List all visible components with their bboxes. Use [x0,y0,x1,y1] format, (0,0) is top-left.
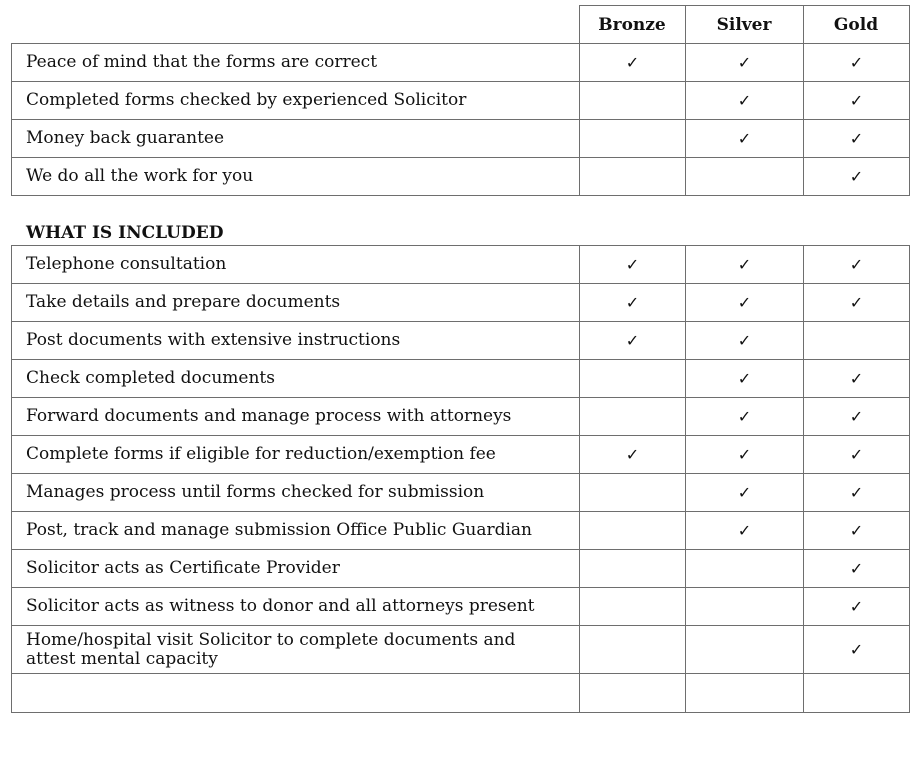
check-mark-icon: ✓ [849,293,864,312]
check-cell-bronze [580,550,686,588]
check-mark-icon: ✓ [737,255,752,274]
check-cell-silver [686,398,804,436]
check-cell-bronze [580,284,686,322]
check-mark-icon: ✓ [849,559,864,578]
check-mark-icon: ✓ [625,255,640,274]
check-mark-icon: ✓ [849,445,864,464]
column-header-gold: Gold [803,6,909,44]
check-mark-icon: ✓ [737,129,752,148]
check-cell-bronze [580,626,686,674]
check-cell-silver [686,44,804,82]
header-spacer [11,6,579,44]
check-mark-icon: ✓ [625,445,640,464]
check-cell-gold [804,474,910,512]
check-cell-gold [804,82,910,120]
check-cell-gold [804,360,910,398]
feature-label [12,674,580,713]
check-cell-silver [686,82,804,120]
table-row [12,120,910,158]
check-cell-gold [804,322,910,360]
check-cell-gold [804,398,910,436]
feature-label: Completed forms checked by experienced Solicitor [12,82,580,120]
table-row [12,588,910,626]
check-cell-gold [804,246,910,284]
check-cell-gold [804,512,910,550]
feature-label: Complete forms if eligible for reduction/exemption fee [12,436,580,474]
check-mark-icon: ✓ [737,91,752,110]
check-mark-icon: ✓ [849,483,864,502]
check-mark-icon: ✓ [737,445,752,464]
table-row [12,82,910,120]
check-cell-bronze [580,44,686,82]
check-mark-icon: ✓ [849,369,864,388]
check-cell-silver [686,284,804,322]
check-cell-bronze [580,158,686,196]
check-mark-icon: ✓ [737,293,752,312]
feature-label: Money back guarantee [12,120,580,158]
check-mark-icon: ✓ [849,640,864,659]
check-cell-silver [686,674,804,713]
feature-label: Forward documents and manage process with attorneys [12,398,580,436]
check-cell-silver [686,360,804,398]
check-cell-gold [804,550,910,588]
feature-label: Peace of mind that the forms are correct [12,44,580,82]
check-mark-icon: ✓ [849,255,864,274]
feature-label: Manages process until forms checked for submission [12,474,580,512]
check-mark-icon: ✓ [737,407,752,426]
feature-label: Solicitor acts as Certificate Provider [12,550,580,588]
check-cell-gold [804,284,910,322]
table-row [12,322,910,360]
column-header-silver: Silver [685,6,803,44]
check-mark-icon: ✓ [849,521,864,540]
check-mark-icon: ✓ [849,167,864,186]
check-cell-silver [686,550,804,588]
check-mark-icon: ✓ [849,597,864,616]
check-cell-gold [804,120,910,158]
tier-header-table [11,5,910,44]
feature-label: We do all the work for you [12,158,580,196]
check-cell-bronze [580,512,686,550]
check-cell-bronze [580,674,686,713]
table-row [12,550,910,588]
check-mark-icon: ✓ [849,91,864,110]
check-cell-bronze [580,82,686,120]
table-row [12,436,910,474]
check-mark-icon: ✓ [849,407,864,426]
check-cell-silver [686,120,804,158]
check-cell-gold [804,436,910,474]
feature-label: Post documents with extensive instructions [12,322,580,360]
check-mark-icon: ✓ [625,53,640,72]
column-header-bronze: Bronze [579,6,685,44]
table-row [12,158,910,196]
check-cell-bronze [580,322,686,360]
check-cell-silver [686,512,804,550]
included-section-heading: WHAT IS INCLUDED [26,223,224,243]
table-row [12,474,910,512]
feature-label: Check completed documents [12,360,580,398]
feature-label: Take details and prepare documents [12,284,580,322]
feature-label: Post, track and manage submission Office Public Guardian [12,512,580,550]
check-cell-bronze [580,436,686,474]
check-mark-icon: ✓ [737,331,752,350]
table-row [12,360,910,398]
check-cell-silver [686,246,804,284]
table-row [12,398,910,436]
check-mark-icon: ✓ [737,483,752,502]
benefits-table [11,43,910,196]
check-cell-bronze [580,360,686,398]
check-cell-bronze [580,588,686,626]
check-cell-gold [804,588,910,626]
check-mark-icon: ✓ [625,293,640,312]
check-cell-gold [804,158,910,196]
table-row [12,626,910,674]
check-mark-icon: ✓ [737,521,752,540]
table-row [12,512,910,550]
check-mark-icon: ✓ [625,331,640,350]
check-cell-bronze [580,398,686,436]
check-cell-gold [804,626,910,674]
table-row [12,284,910,322]
check-mark-icon: ✓ [737,53,752,72]
check-cell-silver [686,626,804,674]
feature-label: Telephone consultation [12,246,580,284]
check-cell-silver [686,158,804,196]
check-cell-silver [686,436,804,474]
included-table [11,245,910,713]
check-mark-icon: ✓ [849,53,864,72]
check-cell-gold [804,44,910,82]
check-cell-silver [686,474,804,512]
check-cell-bronze [580,474,686,512]
feature-label: Home/hospital visit Solicitor to complete documents and attest mental capacity [12,626,580,674]
check-cell-silver [686,588,804,626]
check-cell-gold [804,674,910,713]
table-row [12,246,910,284]
check-mark-icon: ✓ [737,369,752,388]
check-cell-bronze [580,120,686,158]
table-row [12,674,910,713]
check-cell-silver [686,322,804,360]
check-cell-bronze [580,246,686,284]
check-mark-icon: ✓ [849,129,864,148]
feature-label: Solicitor acts as witness to donor and all attorneys present [12,588,580,626]
table-row [12,44,910,82]
